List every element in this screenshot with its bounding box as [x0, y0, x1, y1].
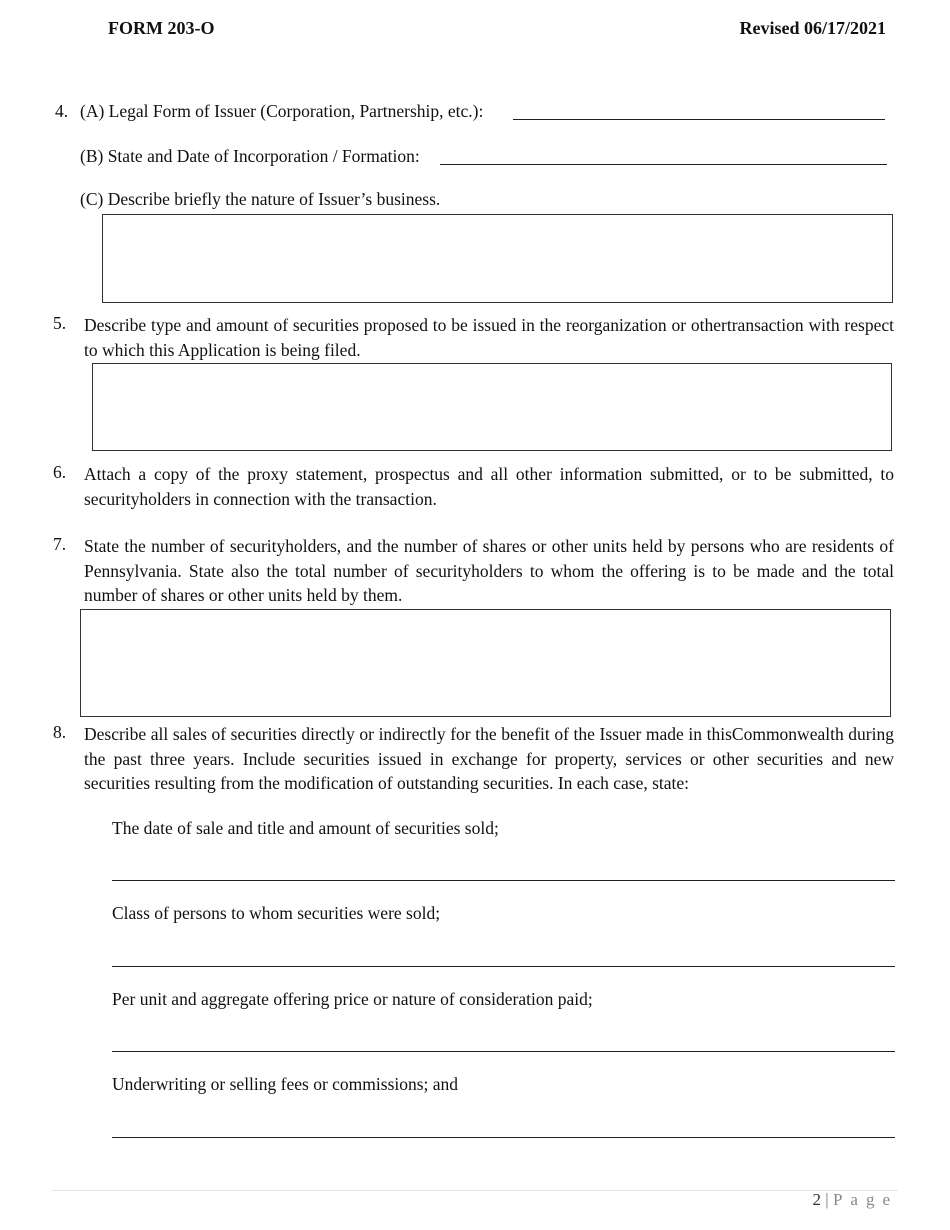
item-8-field-input[interactable] [112, 1051, 895, 1052]
form-id: FORM 203-O [108, 18, 215, 38]
item-4c-textbox[interactable] [102, 214, 893, 303]
revised-date: Revised 06/17/2021 [739, 18, 886, 38]
item-8-field-label: Class of persons to whom securities were sold; [112, 903, 441, 923]
item-8-field-label: Underwriting or selling fees or commissions; and [112, 1074, 459, 1094]
page-number: 2 [812, 1190, 822, 1209]
item-8-field-label: The date of sale and title and amount of securities sold; [112, 818, 499, 838]
item-8-text: Describe all sales of securities directly or indirectly for the benefit of the Issuer made in thisCommonwealth during the past three years. Include securities issued in exchange for property, services or other securities and new securities resulting from the modification of outstanding securities. In each case, state: [84, 724, 894, 793]
item-7-textbox[interactable] [80, 609, 891, 717]
item-4-number: 4. [55, 101, 69, 121]
item-4b-label: (B) State and Date of Incorporation / Formation: [80, 146, 420, 166]
item-8-number: 8. [53, 722, 67, 742]
page-separator: | [825, 1190, 829, 1209]
item-5-number: 5. [53, 313, 67, 333]
item-7-number: 7. [53, 534, 67, 554]
item-8-field-input[interactable] [112, 880, 895, 881]
item-4c-label: (C) Describe briefly the nature of Issuer’s business. [80, 189, 441, 209]
item-6-text: Attach a copy of the proxy statement, prospectus and all other information submitted, or to be submitted, to securityholders in connection with the transaction. [84, 464, 894, 509]
item-5-textbox[interactable] [92, 363, 892, 451]
item-6-number: 6. [53, 462, 67, 482]
item-8-field-input[interactable] [112, 966, 895, 967]
item-5-text: Describe type and amount of securities proposed to be issued in the reorganization or othertransaction with respect to which this Application is being filed. [84, 315, 894, 360]
item-4b-input[interactable] [440, 164, 887, 165]
page-indicator [813, 1190, 898, 1210]
item-7-text: State the number of securityholders, and the number of shares or other units held by persons who are residents of Pennsylvania. State also the total number of securityholders to whom the offering is to be made and the total number of shares or other units held by them. [84, 536, 894, 605]
item-8-field-input[interactable] [112, 1137, 895, 1138]
item-4a-input[interactable] [513, 119, 885, 120]
page-word: Page [832, 1190, 898, 1209]
footer-divider [52, 1190, 898, 1191]
item-8-field-label: Per unit and aggregate offering price or nature of consideration paid; [112, 989, 593, 1009]
item-4a-label: (A) Legal Form of Issuer (Corporation, Partnership, etc.): [80, 101, 484, 121]
